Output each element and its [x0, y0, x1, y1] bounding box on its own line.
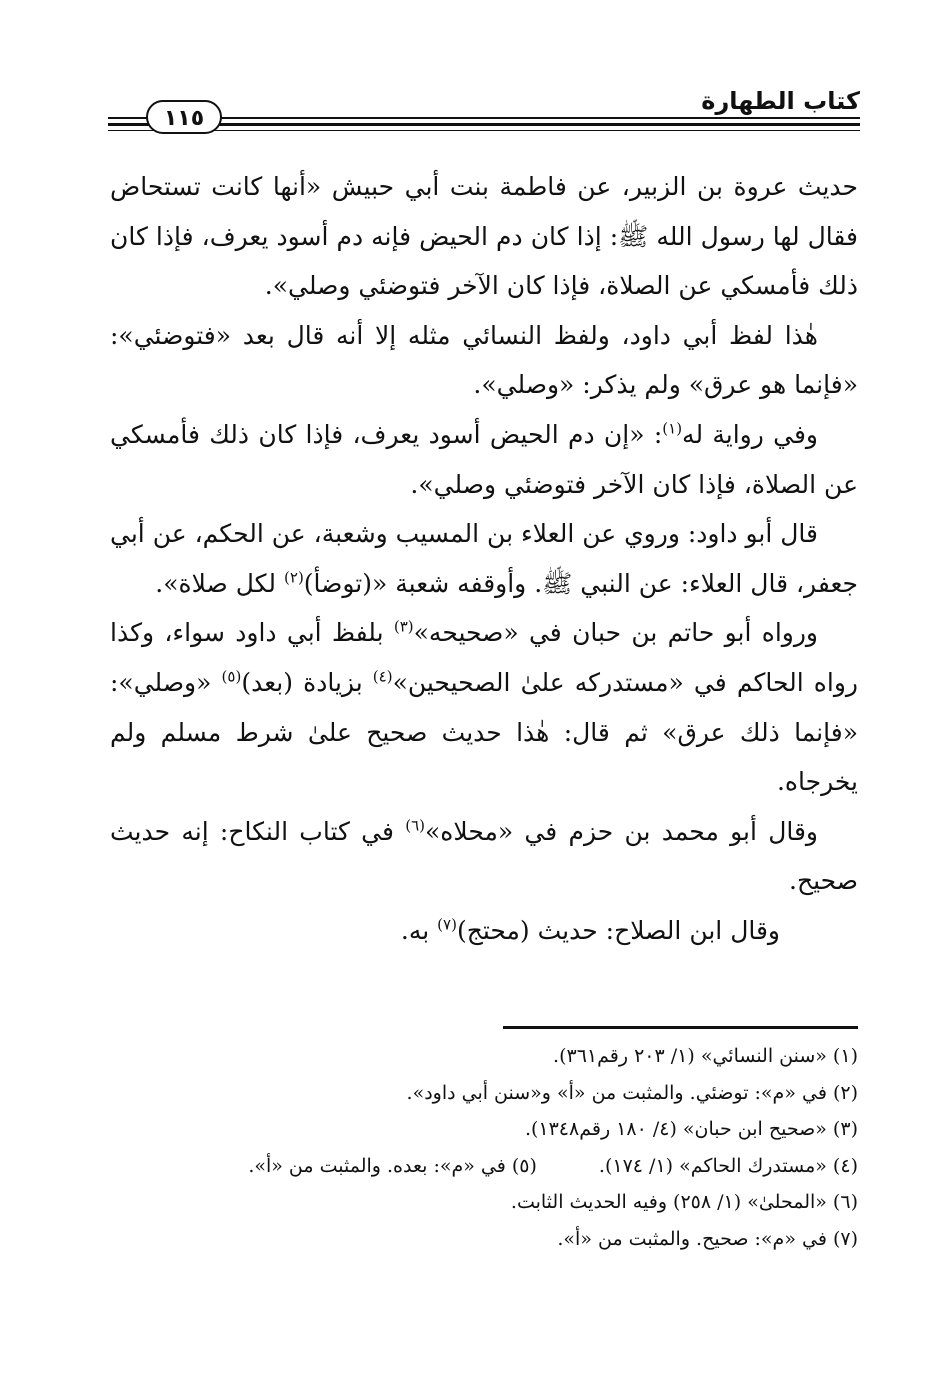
footnote-ref-1[interactable]: (١)	[662, 419, 683, 438]
footnote-separator	[503, 1026, 858, 1029]
footnote-3: (٣) «صحيح ابن حبان» (٤/ ١٨٠ رقم١٣٤٨).	[524, 1118, 858, 1140]
footnote-4: (٤) «مستدرك الحاكم» (١/ ١٧٤).	[598, 1154, 858, 1177]
paragraph-abu-dawud-note	[110, 509, 858, 608]
paragraph-text: به.	[400, 915, 438, 945]
footnote-6: (٦) «المحلىٰ» (١/ ٢٥٨) وفيه الحديث الثابت.	[510, 1191, 858, 1213]
footnote-1: (١) «سنن النسائي» (١/ ٢٠٣ رقم٣٦١).	[553, 1045, 858, 1067]
footnote-ref-6[interactable]: (٦)	[405, 816, 426, 835]
footnote-2: (٢) في «م»: توضئي. والمثبت من «أ» و«سنن أبي داود».	[406, 1081, 858, 1104]
paragraph-text: : «إن دم الحيض أسود يعرف، فإذا كان ذلك فأمسكي عن الصلاة، فإذا كان الآخر فتوضئي وصلي».	[110, 419, 858, 499]
paragraph-text: وقال ابن الصلاح: حديث (محتج)	[456, 915, 780, 945]
page-header	[108, 82, 860, 132]
paragraph-text: «وصلي»: «فإنما ذلك عرق» ثم قال: هٰذا حديث صحيح علىٰ شرط مسلم ولم يخرجاه.	[110, 667, 858, 797]
page-number-badge: ١١٥	[146, 100, 222, 134]
paragraph-text: وقال أبو محمد بن حزم في «محلاه»	[425, 816, 819, 846]
paragraph-text: بلفظ أبي داود سواء، وكذا رواه الحاكم في «مستدركه علىٰ الصحيحين»	[110, 618, 858, 697]
footnote-7: (٧) في «م»: صحيح. والمثبت من «أ».	[557, 1227, 858, 1250]
footnote-5: (٥) في «م»: بعده. والمثبت من «أ».	[248, 1154, 537, 1177]
paragraph-text: وفي رواية له	[682, 419, 818, 449]
main-text	[110, 162, 858, 956]
paragraph-text: ورواه أبو حاتم بن حبان في «صحيحه»	[413, 618, 818, 648]
paragraph-abu-dawud-wording: هٰذا لفظ أبي داود، ولفظ النسائي مثله إلا أنه قال بعد «فتوضئي»: «فإنما هو عرق» ولم يذكر: «وصلي».	[110, 320, 858, 400]
paragraph-hadith: حديث عروة بن الزبير، عن فاطمة بنت أبي حبيش «أنها كانت تستحاض فقال لها رسول الله ﷺ: إذا كان دم الحيض فإنه دم أسود يعرف، فإذا كان ذلك فأمسكي عن الصلاة، فإذا كان الآخر فتوضئي وصلي».	[110, 172, 858, 301]
paragraph-ibn-salah	[110, 906, 858, 956]
footnote-ref-7[interactable]: (٧)	[437, 915, 457, 934]
paragraph-text: لكل صلاة».	[155, 568, 285, 598]
footnote-ref-4[interactable]: (٤)	[372, 667, 393, 686]
paragraph-text: في كتاب النكاح: إنه حديث صحيح.	[110, 816, 858, 896]
paragraph-ibn-hibban	[110, 608, 858, 806]
header-rule-bottom	[108, 130, 860, 131]
paragraph-text: بزيادة (بعد)	[241, 667, 373, 697]
paragraph-ibn-hazm	[110, 807, 858, 906]
footnote-ref-2[interactable]: (٢)	[284, 568, 304, 587]
footnote-ref-5[interactable]: (٥)	[221, 667, 242, 686]
paragraph-text: قال أبو داود: وروي عن العلاء بن المسيب وشعبة، عن الحكم، عن أبي جعفر، قال العلاء: عن النبي ﷺ. وأوقفه شعبة «(توضأ)	[110, 519, 858, 598]
footnote-4-5	[110, 1148, 858, 1185]
footnote-ref-3[interactable]: (٣)	[393, 618, 414, 637]
footnotes	[110, 1038, 858, 1257]
running-title: كتاب الطهارة	[701, 87, 860, 115]
header-rule-middle	[108, 123, 860, 126]
paragraph-another-narration	[110, 410, 858, 509]
